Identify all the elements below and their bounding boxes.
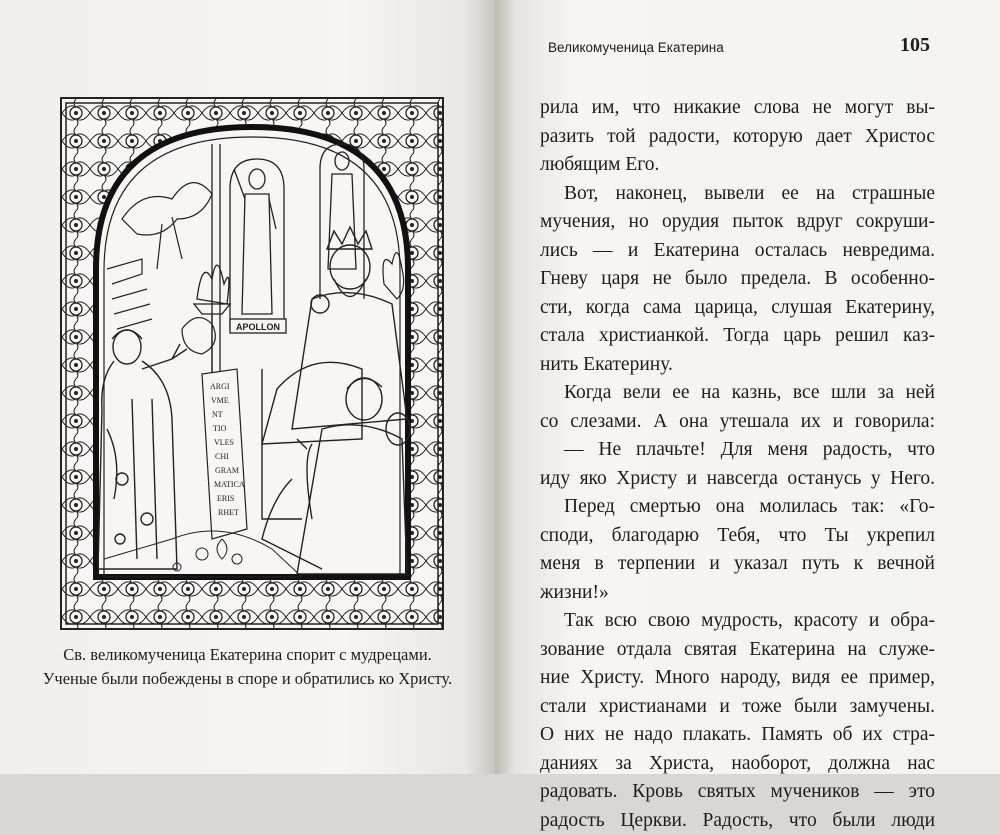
text-line: радовать. Кровь святых мучеников — это (540, 778, 935, 807)
caption-line: Ученые были побеждены в споре и обратились ко Христу. (20, 667, 475, 691)
illustration (60, 97, 444, 630)
svg-text:NT: NT (212, 410, 223, 419)
text-line: со слезами. А она утешала их и говорила: (540, 408, 935, 437)
text-line: меня в терпении и указал путь к вечной (540, 550, 935, 579)
text-line: Вот, наконец, вывели ее на страшные (540, 180, 935, 209)
illustration-caption (20, 643, 475, 691)
svg-text:ERIS: ERIS (217, 494, 234, 503)
svg-text:VLES: VLES (214, 438, 234, 447)
running-head: Великомученица Екатерина (548, 40, 724, 55)
left-page (0, 0, 495, 774)
body-text (540, 94, 935, 835)
text-line: О них не надо плакать. Память об их стра- (540, 721, 935, 750)
svg-text:CHI: CHI (215, 452, 229, 461)
text-line: мучения, но орудия пыток вдруг сокруши- (540, 208, 935, 237)
text-line: лись — и Екатерина осталась невредима. (540, 237, 935, 266)
text-line: рила им, что никакие слова не могут вы- (540, 94, 935, 123)
text-line: ние Христу. Много народу, видя ее пример, (540, 664, 935, 693)
apollon-inscription: APOLLON (236, 322, 280, 332)
text-line: любящим Его. (540, 151, 935, 180)
svg-text:GRAM: GRAM (215, 466, 239, 475)
page-number: 105 (900, 34, 930, 57)
svg-text:MATICA: MATICA (214, 480, 245, 489)
text-line: даниях за Христа, наоборот, должна нас (540, 750, 935, 779)
text-line: сти, когда сама царица, слушая Екатерину, (540, 294, 935, 323)
svg-text:ARGI: ARGI (210, 382, 230, 391)
text-line: жизни!» (540, 579, 935, 608)
svg-text:VME: VME (211, 396, 229, 405)
text-line: — Не плачьте! Для меня радость, что (540, 436, 935, 465)
svg-text:TIO: TIO (213, 424, 227, 433)
text-line: зование отдала святая Екатерина на служе- (540, 636, 935, 665)
text-line: Перед смертью она молилась так: «Го- (540, 493, 935, 522)
text-line: стала христианкой. Тогда царь решил каз- (540, 322, 935, 351)
text-line: Когда вели ее на казнь, все шли за ней (540, 379, 935, 408)
caption-line: Св. великомученица Екатерина спорит с мудрецами. (20, 643, 475, 667)
text-line: иду яко Христу и навсегда останусь у Него. (540, 465, 935, 494)
text-line: Так всю свою мудрость, красоту и обра- (540, 607, 935, 636)
text-line: споди, благодарю Тебя, что Ты укрепил (540, 522, 935, 551)
text-line: радость Церкви. Радость, что были люди (540, 807, 935, 835)
text-line: Гневу царя не было предела. В особенно- (540, 265, 935, 294)
text-line: разить той радости, которую дает Христос (540, 123, 935, 152)
text-line: нить Екатерину. (540, 351, 935, 380)
text-line: стали христианами и тоже были замучены. (540, 693, 935, 722)
illustration-drawing (62, 99, 442, 628)
svg-text:RHET: RHET (218, 508, 239, 517)
